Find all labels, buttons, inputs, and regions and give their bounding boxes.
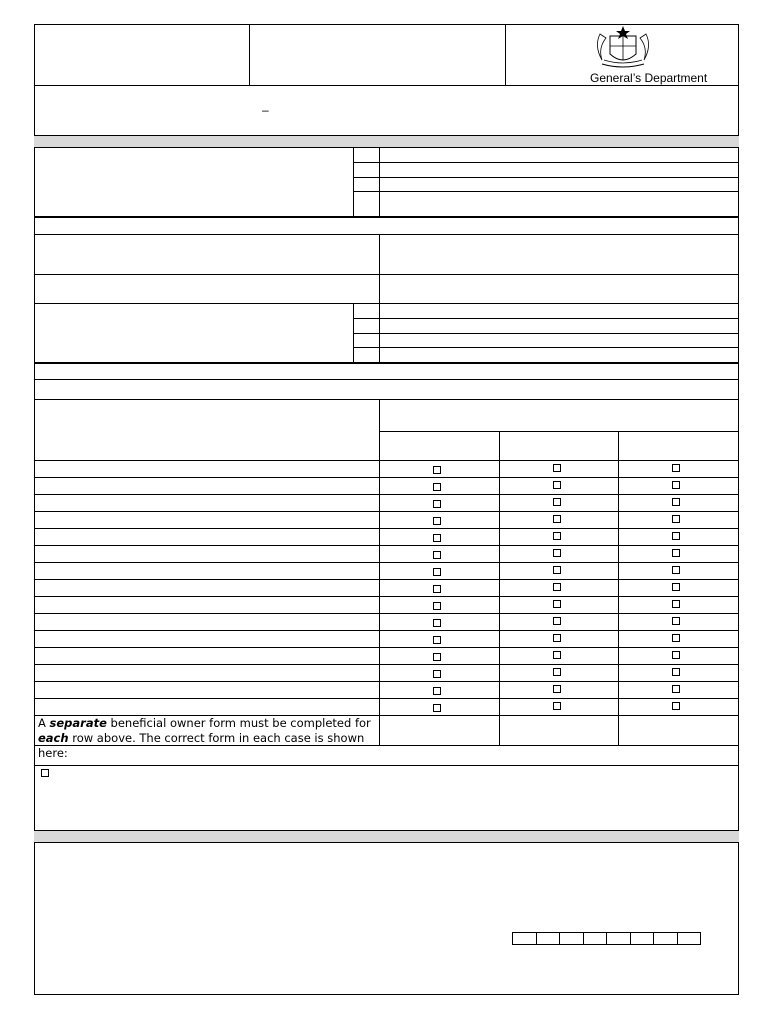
ownership-table-divider xyxy=(379,399,380,745)
id-number-segment[interactable] xyxy=(630,932,655,945)
ownership-checkbox[interactable] xyxy=(433,653,441,661)
header-bottom-line xyxy=(34,85,739,86)
table-row-line xyxy=(34,528,739,529)
id-number-segment[interactable] xyxy=(583,932,608,945)
section2-bottom-line xyxy=(34,362,739,364)
ownership-checkbox[interactable] xyxy=(433,602,441,610)
section3-line-1 xyxy=(34,379,739,380)
section1-row-line-1 xyxy=(353,162,739,163)
id-number-segment[interactable] xyxy=(512,932,537,945)
ownership-checkbox[interactable] xyxy=(553,549,561,557)
ownership-checkbox[interactable] xyxy=(553,668,561,676)
ownership-checkbox[interactable] xyxy=(433,551,441,559)
form-frame xyxy=(34,24,739,995)
ownership-checkbox[interactable] xyxy=(433,483,441,491)
table-row-line xyxy=(34,681,739,682)
ownership-checkbox[interactable] xyxy=(672,549,680,557)
ownership-checkbox[interactable] xyxy=(672,464,680,472)
section2-sub-line-3 xyxy=(353,347,739,348)
header-divider-2 xyxy=(505,24,506,85)
ownership-checkbox[interactable] xyxy=(433,704,441,712)
ownership-checkbox[interactable] xyxy=(553,583,561,591)
ownership-checkbox[interactable] xyxy=(553,532,561,540)
ownership-checkbox[interactable] xyxy=(553,617,561,625)
header-divider-1 xyxy=(249,24,250,85)
ownership-checkbox[interactable] xyxy=(672,634,680,642)
ownership-checkbox[interactable] xyxy=(553,600,561,608)
note-emphasis-each: each xyxy=(38,731,69,745)
ownership-checkbox[interactable] xyxy=(433,500,441,508)
ownership-checkbox[interactable] xyxy=(672,617,680,625)
ownership-checkbox[interactable] xyxy=(672,651,680,659)
ownership-checkbox[interactable] xyxy=(553,685,561,693)
table-row-line xyxy=(34,511,739,512)
ownership-checkbox[interactable] xyxy=(553,515,561,523)
ownership-checkbox[interactable] xyxy=(553,702,561,710)
ownership-checkbox[interactable] xyxy=(553,634,561,642)
section-band-1 xyxy=(34,135,739,148)
ownership-checkbox[interactable] xyxy=(433,670,441,678)
title-dash: – xyxy=(262,103,269,117)
note-emphasis-separate: separate xyxy=(49,716,107,730)
ownership-checkbox[interactable] xyxy=(553,464,561,472)
ownership-checkbox[interactable] xyxy=(433,568,441,576)
table-row-line xyxy=(34,477,739,478)
table-row-line xyxy=(34,494,739,495)
ownership-checkbox[interactable] xyxy=(672,685,680,693)
ownership-checkbox[interactable] xyxy=(672,532,680,540)
ownership-checkbox[interactable] xyxy=(433,636,441,644)
ownership-checkbox[interactable] xyxy=(672,498,680,506)
id-number-segment[interactable] xyxy=(606,932,631,945)
table-row-line xyxy=(34,630,739,631)
ownership-checkbox[interactable] xyxy=(553,498,561,506)
section1-divider-right xyxy=(379,148,380,217)
table-row-line xyxy=(34,596,739,597)
ownership-table-subheader-line xyxy=(379,431,739,432)
ownership-checkbox[interactable] xyxy=(553,566,561,574)
table-row-line xyxy=(34,613,739,614)
ownership-checkbox[interactable] xyxy=(553,481,561,489)
section2-header-line xyxy=(34,234,739,235)
department-label: General’s Department xyxy=(590,71,708,85)
ownership-table-header-bottom xyxy=(34,460,739,461)
ownership-checkbox[interactable] xyxy=(672,566,680,574)
ownership-checkbox[interactable] xyxy=(433,619,441,627)
section1-divider-left xyxy=(353,148,354,217)
ghana-coat-of-arms-icon xyxy=(592,26,654,70)
table-row-line xyxy=(34,579,739,580)
ownership-checkbox[interactable] xyxy=(672,668,680,676)
ownership-checkbox[interactable] xyxy=(672,600,680,608)
ownership-checkbox[interactable] xyxy=(672,481,680,489)
declaration-checkbox[interactable] xyxy=(41,769,49,777)
section1-bottom-line xyxy=(34,216,739,218)
table-row-line xyxy=(34,562,739,563)
ownership-checkbox[interactable] xyxy=(433,585,441,593)
ownership-checkbox[interactable] xyxy=(672,515,680,523)
section2-sub-line-2 xyxy=(353,333,739,334)
section2-divider xyxy=(379,234,380,304)
id-number-segment[interactable] xyxy=(677,932,702,945)
ownership-table-bottom xyxy=(34,745,739,746)
section2-row-line-1 xyxy=(34,274,739,275)
table-row-line xyxy=(34,664,739,665)
table-row-line xyxy=(34,545,739,546)
section3-line-2 xyxy=(34,399,739,400)
id-number-segment[interactable] xyxy=(653,932,678,945)
beneficial-owner-note: A separate beneficial owner form must be completed for each row above. The correct form in each case is shown here: xyxy=(38,716,371,760)
ownership-checkbox[interactable] xyxy=(672,702,680,710)
id-number-segment[interactable] xyxy=(536,932,561,945)
id-number-segment[interactable] xyxy=(559,932,584,945)
ownership-checkbox[interactable] xyxy=(433,687,441,695)
section2-row-line-2 xyxy=(34,303,739,304)
declaration-top-line xyxy=(34,765,739,766)
table-row-line xyxy=(34,698,739,699)
section1-row-line-3 xyxy=(353,191,739,192)
ownership-checkbox[interactable] xyxy=(672,583,680,591)
table-row-line xyxy=(34,647,739,648)
section1-row-line-2 xyxy=(353,177,739,178)
ownership-checkbox[interactable] xyxy=(433,517,441,525)
section2-sub-line-1 xyxy=(353,318,739,319)
ownership-checkbox[interactable] xyxy=(553,651,561,659)
ownership-checkbox[interactable] xyxy=(433,534,441,542)
section-band-2 xyxy=(34,830,739,843)
ownership-checkbox[interactable] xyxy=(433,466,441,474)
